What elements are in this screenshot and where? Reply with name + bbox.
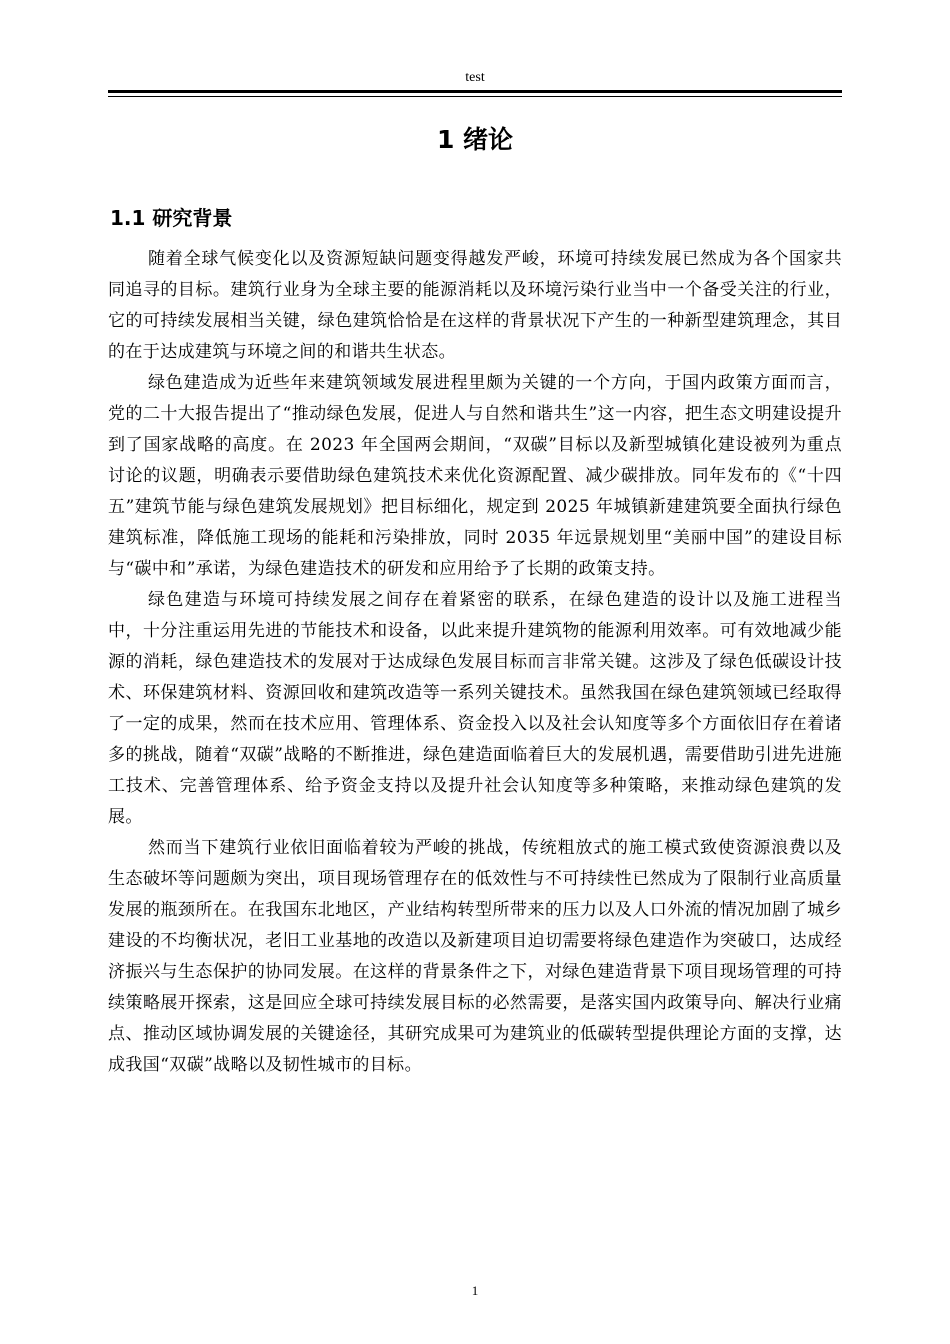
chapter-title: 1 绪论: [436, 125, 514, 154]
paragraph: 随着全球气候变化以及资源短缺问题变得越发严峻，环境可持续发展已然成为各个国家共同追寻的目标。建筑行业身为全球主要的能源消耗以及环境污染行业当中一个备受关注的行业，它的可持续发展相当关键，绿色建筑恰恰是在这样的背景状况下产生的一种新型建筑理念，其目的在于达成建筑与环境之间的和谐共生状态。: [108, 249, 842, 362]
header-rule-thin: [108, 96, 842, 97]
header-rule-thick: [108, 90, 842, 93]
paragraph: 绿色建造与环境可持续发展之间存在着紧密的联系，在绿色建造的设计以及施工进程当中，十分注重运用先进的节能技术和设备，以此来提升建筑物的能源利用效率。可有效地减少能源的消耗，绿色建造技术的发展对于达成绿色发展目标而言非常关键。这涉及了绿色低碳设计技术、环保建筑材料、资源回收和建筑改造等一系列关键技术。虽然我国在绿色建筑领域已经取得了一定的成果，然而在技术应用、管理体系、资金投入以及社会认知度等多个方面依旧存在着诸多的挑战，随着“双碳”战略的不断推进，绿色建造面临着巨大的发展机遇，需要借助引进先进施工技术、完善管理体系、给予资金支持以及提升社会认知度等多种策略，来推动绿色建筑的发展。: [108, 590, 842, 827]
page-number: 1: [471, 1283, 479, 1298]
paragraph: 然而当下建筑行业依旧面临着较为严峻的挑战，传统粗放式的施工模式致使资源浪费以及生态破坏等问题颇为突出，项目现场管理存在的低效性与不可持续性已然成为了限制行业高质量发展的瓶颈所在。在我国东北地区，产业结构转型所带来的压力以及人口外流的情况加剧了城乡建设的不均衡状况，老旧工业基地的改造以及新建项目迫切需要将绿色建造作为突破口，达成经济振兴与生态保护的协同发展。在这样的背景条件之下，对绿色建造背景下项目现场管理的可持续策略展开探索，这是回应全球可持续发展目标的必然需要，是落实国内政策导向、解决行业痛点、推动区域协调发展的关键途径，其研究成果可为建筑业的低碳转型提供理论方面的支撑，达成我国“双碳”战略以及韧性城市的目标。: [108, 838, 842, 1075]
paragraph: 绿色建造成为近些年来建筑领域发展进程里颇为关键的一个方向，于国内政策方面而言，党的二十大报告提出了“推动绿色发展，促进人与自然和谐共生”这一内容，把生态文明建设提升到了国家战略的高度。在 2023 年全国两会期间，“双碳”目标以及新型城镇化建设被列为重点讨论的议题，明确表示要借助绿色建筑技术来优化资源配置、减少碳排放。同年发布的《“十四五”建筑节能与绿色建筑发展规划》把目标细化，规定到 2025 年城镇新建建筑要全面执行绿色建筑标准，降低施工现场的能耗和污染排放，同时 2035 年远景规划里“美丽中国”的建设目标与“碳中和”承诺，为绿色建造技术的研发和应用给予了长期的政策支持。: [108, 373, 842, 579]
running-header: test: [465, 70, 485, 85]
body-text: [108, 244, 842, 1081]
section-title: 1.1 研究背景: [110, 206, 233, 230]
